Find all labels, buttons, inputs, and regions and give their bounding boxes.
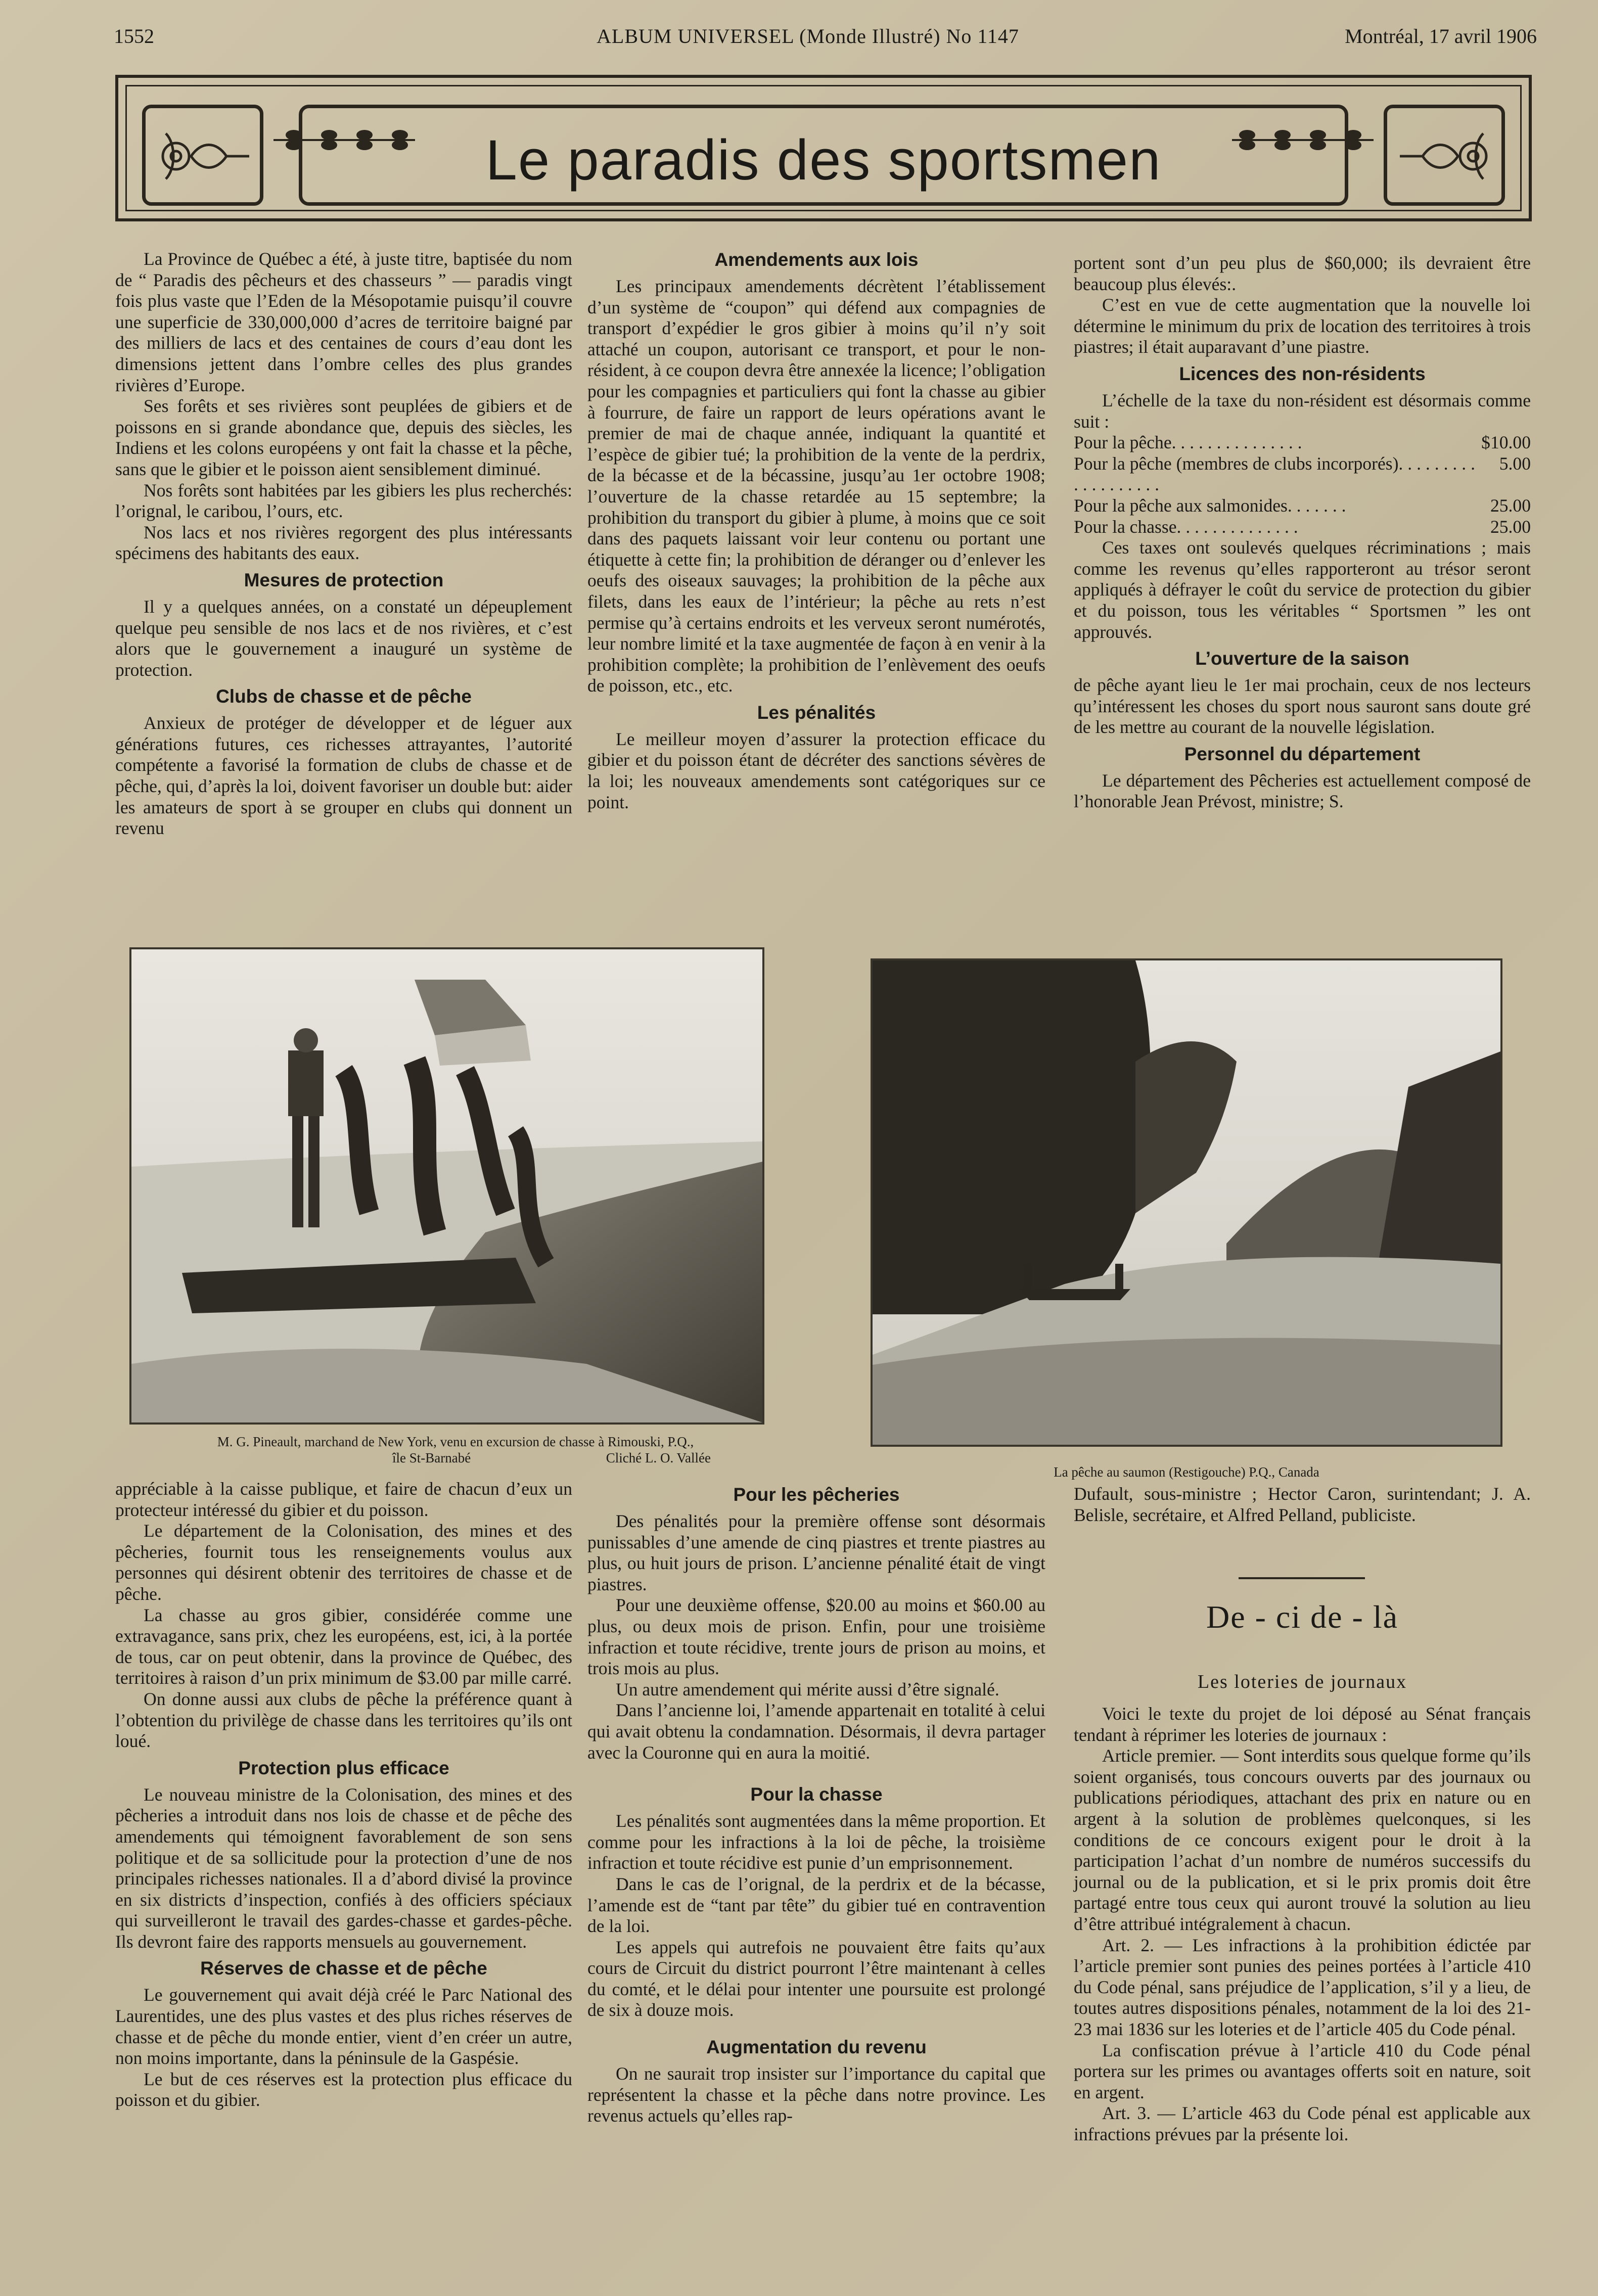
paragraph: appréciable à la caisse publique, et faire de chacun d’eux un protecteur intéressé du gibier et du poisson. (115, 1479, 572, 1520)
issue-date: Montréal, 17 avril 1906 (1345, 25, 1537, 48)
paragraph: Ces taxes ont soulevés quelques récriminations ; mais comme les revenus qu’elles rapporteront au trésor seront appliqués à défrayer le coût du service de protection du gibier et du poisson, tous les véritables “ Sportsmen ” les ont approuvés. (1074, 537, 1531, 642)
title-banner (115, 75, 1532, 221)
paragraph: Dufault, sous-ministre ; Hector Caron, surintendant; J. A. Belisle, secrétaire, et Alfred Pelland, publiciste. (1074, 1484, 1531, 1525)
fee-row: Pour la pêche aux salmonides. . . . . . . 25.00 (1074, 495, 1531, 516)
paragraph: Voici le texte du projet de loi déposé au Sénat français tendant à réprimer les loteries de journaux : (1074, 1704, 1531, 1745)
section-heading: Personnel du département (1184, 743, 1421, 764)
ornament-left (142, 105, 263, 206)
section-heading: Pour les pêcheries (733, 1484, 900, 1505)
paragraph: Article premier. — Sont interdits sous quelque forme qu’ils soient organisés, tous concours ouverts par des journaux ou publications périodiques, attachant des prix en nature ou en argent à la solution de problèmes quelconques, si les conditions de ce concours exigent pour le droit à la participation l’achat d’un nombre de numéros successifs du journal ou de la publication, et si le prix promis doit être partagé entre tous ceux qui auront trouvé la solution au lieu d’être attribué intégralement à chacun. (1074, 1746, 1531, 1934)
ornament-right (1384, 105, 1505, 206)
paragraph: Les pénalités sont augmentées dans la même proportion. Et comme pour les infractions à la loi de pêche, la troisième infraction et toute récidive est punie d’un emprisonnement. (587, 1811, 1045, 1873)
section-heading: Réserves de chasse et de pêche (200, 1958, 487, 1979)
right-vine-icon (1232, 120, 1374, 160)
column-2-bottom (587, 1484, 1045, 2127)
section-heading: Augmentation du revenu (706, 2037, 927, 2058)
paragraph: portent sont d’un peu plus de $60,000; ils devraient être beaucoup plus élevés:. (1074, 253, 1531, 294)
page-title: Le paradis des sportsmen (485, 128, 1162, 192)
section-heading: Licences des non-résidents (1179, 363, 1426, 384)
photo-caption: M. G. Pineault, marchand de New York, venu en excursion de chasse à Rimouski, P.Q., île St-Barnabé Cliché L. O. Vallée (217, 1434, 711, 1465)
paragraph: Ses forêts et ses rivières sont peuplées de gibiers et de poissons en si grande abondance que, depuis des siècles, les Indiens et les colons européens y ont fait la chasse et la pêche, sans que le gibier et le poisson aient sensiblement diminué. (115, 396, 572, 479)
section-heading: Clubs de chasse et de pêche (216, 686, 472, 707)
paragraph: Le département des Pêcheries est actuellement composé de l’honorable Jean Prévost, ministre; S. (1074, 770, 1531, 812)
paragraph: Un autre amendement qui mérite aussi d’être signalé. (616, 1679, 999, 1700)
section-heading: L’ouverture de la saison (1195, 648, 1409, 669)
publication-header: ALBUM UNIVERSEL (Monde Illustré) No 1147 (597, 25, 1019, 48)
fee-row: Pour la pêche (membres de clubs incorporés). . . . . . . . . . . . . . . . . . . 5.00 (1074, 453, 1531, 495)
paragraph: C’est en vue de cette augmentation que la nouvelle loi détermine le minimum du prix de location des territoires à trois piastres; il était auparavant d’une piastre. (1074, 295, 1531, 357)
paragraph: Les appels qui autrefois ne pouvaient être faits qu’aux cours de Circuit du district pourront l’être maintenant à celles du comté, et le délai pour intenter une poursuite est prolongé de six à douze mois. (587, 1937, 1045, 2021)
photo-caption: La pêche au saumon (Restigouche) P.Q., Canada (1054, 1464, 1319, 1480)
salmon-fishing-photo (871, 958, 1502, 1447)
paragraph: Le meilleur moyen d’assurer la protection efficace du gibier et du poisson étant de décréter des sanctions sévères de la loi; les nouveaux amendements sont catégoriques sur ce point. (587, 728, 1045, 812)
paragraph: Art. 3. — L’article 463 du Code pénal est applicable aux infractions prévues par la présente loi. (1074, 2103, 1531, 2144)
paragraph: Le nouveau ministre de la Colonisation, des mines et des pêcheries a introduit dans nos lois de chasse et de pêche des amendements qui témoignent favorablement de son sens politique et de sa sollicitude pour la protection d’une de nos principales richesses nationales. Il a d’abord divisé la province en six districts d’inspection, confiés à des officiers spéciaux qui surveilleront le travail des gardes-chasse et gardes-pêche. Ils devront faire des rapports mensuels au gouvernement. (115, 1784, 572, 1952)
paragraph: de pêche ayant lieu le 1er mai prochain, ceux de nos lecteurs qu’intéressent les choses du sport nous sauront sans doute gré de les mettre au courant de la nouvelle législation. (1074, 675, 1531, 738)
column-3-bottom (1074, 1484, 1531, 1526)
paragraph: Le gouvernement qui avait déjà créé le Parc National des Laurentides, une des plus vastes et des plus riches réserves de chasse et de pêche du monde entier, vient d’en créer un autre, non moins importante, dans la péninsule de la Gaspésie. (115, 1985, 572, 2069)
paragraph: Les principaux amendements décrètent l’établissement d’un système de “coupon” qui défend aux compagnies de transport d’expédier le gros gibier à moins qu’il n’y soit attaché un coupon, autorisant ce transport, et pour le non-résident, à ce coupon devra être annexée la licence; l’obligation pour les compagnies et particuliers qui font la chasse au gibier à fourrure, de faire un rapport de leurs opérations avant le premier de mai de chaque année, indiquant la quantité et l’espèce de gibier tué; la prohibition de la vente de la perdrix, de la bécasse et de la bécassine, jusqu’au 1er octobre 1908; l’ouverture de la chasse retardée au 15 septembre; la prohibition du transport du gibier à plume, à moins que ce soit dans des paquets laissant voir leur contenu ou portant une étiquette à cette fin; la prohibition de déranger ou d’enlever les oeufs des oiseaux sauvages; la prohibition de la pêche aux filets, dans les eaux de l’intérieur; la pêche au rets n’est permise qu’à certains endroits et les verveux seront numérotés, leur nombre limité et la taxe augmentée de façon à en venir à la prohibition complète; la prohibition de l’enlèvement des oeufs de poisson, etc., etc. (587, 276, 1045, 696)
paragraph: Nos lacs et nos rivières regorgent des plus intéressants spécimens des habitants des eaux. (115, 522, 572, 564)
divider (1239, 1577, 1365, 1579)
section-heading: Protection plus efficace (238, 1757, 449, 1778)
paragraph: Dans le cas de l’orignal, de la perdrix et de la bécasse, l’amende est de “tant par tête” du gibier tué en contravention de la loi. (587, 1873, 1045, 1937)
paragraph: Le département de la Colonisation, des mines et des pêcheries, fournit tous les renseignements voulus aux personnes qui désirent obtenir des territoires de chasse et de pêche. (115, 1521, 572, 1604)
paragraph: Le but de ces réserves est la protection plus efficace du poisson et du gibier. (115, 2069, 572, 2110)
fee-row: Pour la chasse. . . . . . . . . . . . . . 25.00 (1074, 516, 1531, 537)
paragraph: Des pénalités pour la première offense sont désormais punissables d’une amende de cinq piastres et trente piastres au plus, ou huit jours de prison. L’ancienne pénalité était de vingt piastres. (587, 1511, 1045, 1594)
paragraph: On donne aussi aux clubs de pêche la préférence quant à l’obtention du privilège de chasse dans les territoires qu’ils ont loué. (115, 1688, 572, 1752)
floral-ornament-icon (156, 123, 252, 189)
section-heading: Mesures de protection (244, 569, 444, 590)
column-1-top (115, 249, 572, 839)
column-3-article (1074, 1704, 1531, 2145)
paragraph: La confiscation prévue à l’article 410 du Code pénal portera sur les primes ou avantages offerts soit en nature, soit en argent. (1074, 2040, 1531, 2102)
section-heading: Amendements aux lois (714, 249, 919, 270)
paragraph: Art. 2. — Les infractions à la prohibition édictée par l’article premier sont punies des peines portées à l’article 410 du Code pénal, sans préjudice de l’application, s’il y a lieu, de toutes autres dispositions pénales, notamment de la loi des 21-23 mai 1836 sur les loteries et de l’article 405 du Code pénal. (1074, 1935, 1531, 2039)
paragraph: L’échelle de la taxe du non-résident est désormais comme suit : (1074, 390, 1531, 432)
section-title: De - ci de - là (1206, 1599, 1399, 1635)
column-1-bottom (115, 1479, 572, 2111)
paragraph: Dans l’ancienne loi, l’amende appartenait en totalité à celui qui avait obtenu la condamnation. Désormais, il devra partager avec la Couronne qui en aura la moitié. (587, 1700, 1045, 1763)
section-heading: Pour la chasse (750, 1784, 883, 1805)
article-title: Les loteries de journaux (1197, 1671, 1407, 1692)
paragraph: Anxieux de protéger de développer et de léguer aux générations futures, ces richesses attrayantes, l’autorité compétente a favorisé la formation de clubs de chasse et de pêche, qui, d’après la loi, doivent favoriser un double but: aider les amateurs de sport à se grouper en clubs qui donnent un revenu (115, 713, 572, 839)
fee-row: Pour la pêche. . . . . . . . . . . . . . . $10.00 (1074, 432, 1531, 453)
column-3-top (1074, 253, 1531, 812)
paragraph: La chasse au gros gibier, considérée comme une extravagance, sans prix, chez les européens, est, ici, à la portée de tous, car on peut obtenir, dans la province de Québec, des territoires à raison d’un prix minimum de $3.00 par mille carré. (115, 1604, 572, 1688)
section-heading: Les pénalités (757, 702, 876, 723)
hunting-photo (129, 947, 764, 1425)
title-frame (299, 105, 1348, 206)
paragraph: Nos forêts sont habitées par les gibiers les plus recherchés: l’orignal, le caribou, l’ours, etc. (115, 480, 572, 522)
column-2-top (587, 249, 1045, 813)
paragraph: Pour une deuxième offense, $20.00 au moins et $60.00 au plus, ou deux mois de prison. Enfin, pour une troisième infraction et toute récidive, trente jours de prison au moins, et trois mois au plus. (587, 1595, 1045, 1679)
paragraph: Il y a quelques années, on a constaté un dépeuplement quelque peu sensible de nos lacs et de nos rivières, et c’est alors que le gouvernement a inauguré un système de protection. (115, 596, 572, 680)
paragraph: On ne saurait trop insister sur l’importance du capital que représentent la chasse et la pêche dans notre province. Les revenus actuels qu’elles rap- (587, 2063, 1045, 2126)
paragraph: La Province de Québec a été, à juste titre, baptisée du nom de “ Paradis des pêcheurs et des chasseurs ” — paradis vingt fois plus vaste que l’Eden de la Mésopotamie puisqu’il couvre une superficie de 330,000,000 d’acres de territoire baigné par des milliers de lacs et des centaines de cours d’eau dont les dimensions jettent dans l’ombre celles des plus grandes rivières d’Europe. (115, 249, 572, 395)
page-number: 1552 (114, 25, 154, 48)
floral-ornament-icon (1397, 123, 1493, 189)
